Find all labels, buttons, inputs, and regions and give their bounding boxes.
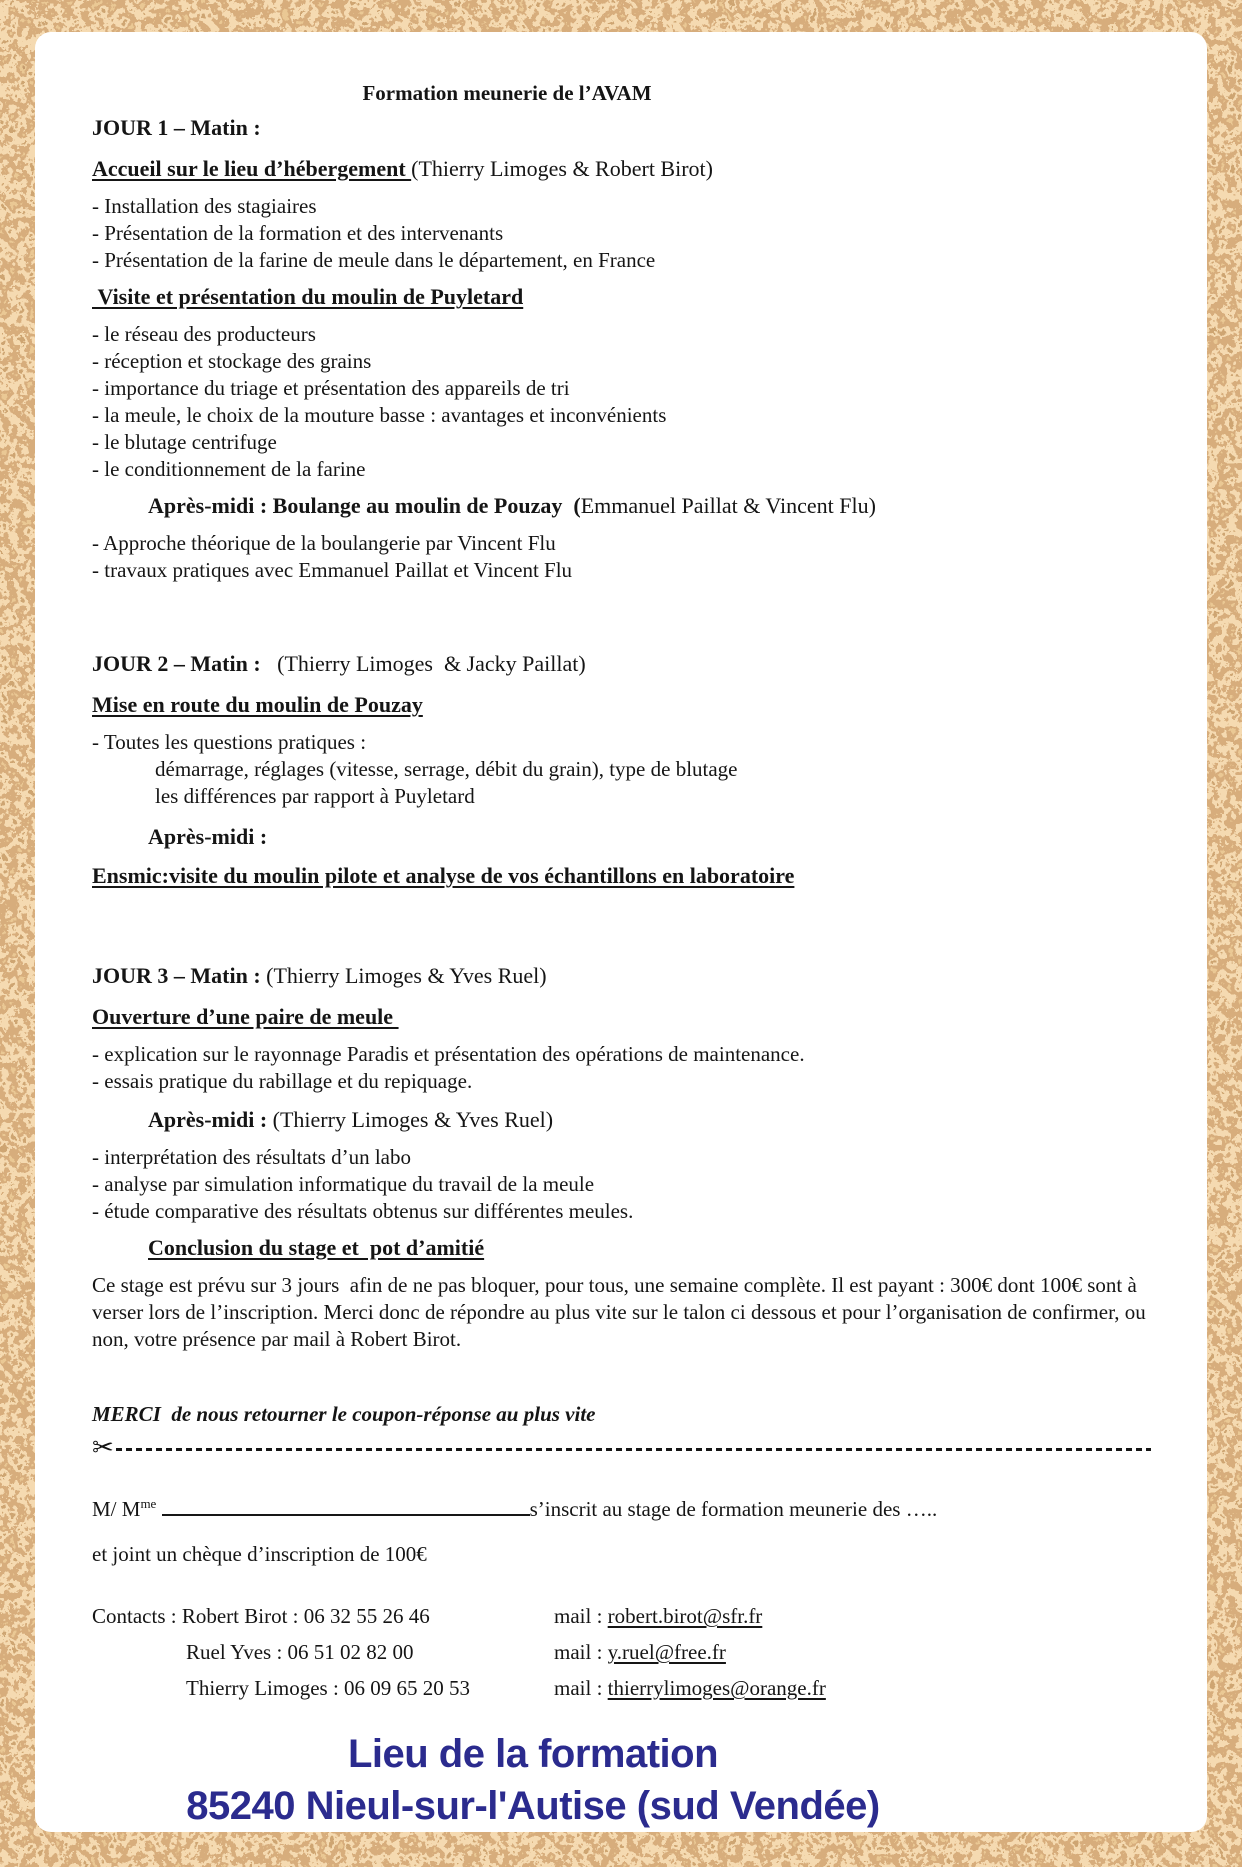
cheque-text: et joint un chèque d’inscription de 100€	[92, 1542, 427, 1566]
contact-email-link[interactable]: thierrylimoges@orange.fr	[607, 1676, 826, 1700]
name-field-label-sup: me	[140, 1496, 157, 1511]
jour1-afternoon-items	[92, 530, 1151, 584]
list-item: - essais pratique du rabillage et du repiquage.	[92, 1069, 473, 1093]
jour3-items	[92, 1041, 1151, 1095]
jour1-session2-heading	[92, 282, 1151, 311]
jour1-session2-items	[92, 321, 1151, 483]
jour1-session1-presenters: (Thierry Limoges & Robert Birot)	[411, 156, 713, 181]
jour1-heading	[92, 114, 1151, 142]
jour2-heading	[92, 650, 1151, 678]
jour1-afternoon-title: Après-midi : Boulange au moulin de Pouzay (	[148, 493, 581, 518]
jour3-afternoon-presenters: (Thierry Limoges & Yves Ruel)	[267, 1107, 554, 1132]
jour1-heading-label: JOUR 1 – Matin :	[92, 115, 261, 140]
mail-label: mail :	[554, 1640, 608, 1664]
contact-mail	[554, 1598, 762, 1634]
contact-email-link[interactable]: robert.birot@sfr.fr	[607, 1604, 763, 1628]
contact-row	[92, 1670, 1151, 1706]
jour1-afternoon-presenters: Emmanuel Paillat & Vincent Flu)	[580, 493, 876, 518]
session-title-ouverture: Ouverture d’une paire de meule	[92, 1004, 399, 1029]
list-item: - importance du triage et présentation des appareils de tri	[92, 376, 570, 400]
jour3-afternoon-label: Après-midi :	[148, 1107, 268, 1132]
scissors-icon: ✂	[92, 1433, 114, 1462]
list-item: - réception et stockage des grains	[92, 349, 372, 373]
section-gap	[92, 584, 1151, 642]
contact-row	[92, 1598, 1151, 1634]
contact-name: Contacts : Robert Birot : 06 32 55 26 46	[92, 1604, 430, 1628]
jour3-session-heading	[92, 1002, 1151, 1031]
contact-name: Ruel Yves : 06 51 02 82 00	[186, 1640, 414, 1664]
footer-location	[92, 1728, 974, 1832]
list-item: - Présentation de la farine de meule dans le département, en France	[92, 248, 656, 272]
conclusion-heading	[148, 1233, 1151, 1262]
list-item: - le conditionnement de la farine	[92, 457, 366, 481]
jour3-presenters: (Thierry Limoges & Yves Ruel)	[260, 963, 547, 988]
contact-mail	[554, 1634, 726, 1670]
name-field-label: M/ M	[92, 1497, 141, 1521]
jour1-session1-heading	[92, 154, 1151, 183]
list-item: - Toutes les questions pratiques :	[92, 730, 367, 754]
session-title-visite: Visite et présentation du moulin de Puyletard	[92, 284, 524, 309]
jour2-items	[92, 729, 1151, 810]
contact-mail	[554, 1670, 826, 1706]
footer-location-title: Lieu de la formation	[347, 1732, 719, 1776]
jour3-afternoon-items	[92, 1144, 1151, 1225]
contacts-block	[92, 1598, 1151, 1706]
jour3-afternoon-heading	[148, 1105, 1151, 1134]
document-title: Formation meunerie de l’AVAM	[362, 81, 652, 105]
session-title-mise-en-route: Mise en route du moulin de Pouzay	[92, 692, 423, 717]
list-item: - le réseau des producteurs	[92, 322, 316, 346]
conclusion-title: Conclusion du stage et pot d’amitié	[148, 1235, 485, 1260]
list-subitem: les différences par rapport à Puyletard	[155, 784, 475, 808]
list-item: - Approche théorique de la boulangerie par Vincent Flu	[92, 531, 556, 555]
jour2-heading-label: JOUR 2 – Matin :	[92, 651, 261, 676]
list-item: - travaux pratiques avec Emmanuel Paillat et Vincent Flu	[92, 558, 573, 582]
jour3-heading-label: JOUR 3 – Matin :	[92, 963, 261, 988]
jour1-afternoon-heading	[148, 491, 1151, 520]
jour2-afternoon-label: Après-midi :	[148, 824, 268, 849]
session-title-ensmic: Ensmic:visite du moulin pilote et analyse de vos échantillons en laboratoire	[92, 863, 795, 888]
jour3-heading	[92, 962, 1151, 990]
cut-line-row	[92, 1432, 1151, 1464]
dashed-cut-line	[116, 1448, 1151, 1451]
jour2-presenters: (Thierry Limoges & Jacky Paillat)	[260, 651, 586, 676]
name-entry-line	[92, 1488, 1151, 1525]
list-item: - le blutage centrifuge	[92, 430, 277, 454]
mail-label: mail :	[554, 1676, 608, 1700]
coupon-notice: MERCI de nous retourner le coupon-réponse au plus vite	[92, 1402, 596, 1426]
list-item: - analyse par simulation informatique du travail de la meule	[92, 1172, 595, 1196]
list-item: - Présentation de la formation et des intervenants	[92, 221, 504, 245]
jour2-session-heading	[92, 690, 1151, 719]
contact-name: Thierry Limoges : 06 09 65 20 53	[186, 1676, 471, 1700]
document-page	[35, 32, 1207, 1832]
list-item: - la meule, le choix de la mouture basse : avantages et inconvénients	[92, 403, 667, 427]
footer-location-address: 85240 Nieul-sur-l'Autise (sud Vendée)	[186, 1784, 880, 1828]
list-item: - étude comparative des résultats obtenus sur différentes meules.	[92, 1199, 634, 1223]
list-item: - interprétation des résultats d’un labo	[92, 1145, 411, 1169]
mail-label: mail :	[554, 1604, 608, 1628]
list-subitem: démarrage, réglages (vitesse, serrage, débit du grain), type de blutage	[155, 757, 738, 781]
jour2-afternoon-heading	[92, 861, 1151, 890]
contact-row	[92, 1634, 1151, 1670]
list-item: - explication sur le rayonnage Paradis et présentation des opérations de maintenance.	[92, 1042, 805, 1066]
list-item: - Installation des stagiaires	[92, 194, 317, 218]
closing-paragraph: Ce stage est prévu sur 3 jours afin de ne pas bloquer, pour tous, une semaine complète. Il est payant : 300€ dont 100€ sont à verser lors de l’inscription. Merci donc de répondre au plus vite sur le talon ci dessous et pour l’organisation de confirmer, ou non, votre présence par mail à Robert Birot.	[92, 1273, 1151, 1351]
inscription-text: s’inscrit au stage de formation meunerie des …..	[529, 1497, 938, 1521]
name-blank-line	[162, 1490, 530, 1516]
session-title-accueil: Accueil sur le lieu d’hébergement	[92, 156, 412, 181]
section-gap	[92, 900, 1151, 954]
contact-email-link[interactable]: y.ruel@free.fr	[607, 1640, 726, 1664]
jour1-session1-items	[92, 193, 1151, 274]
section-gap	[92, 1353, 1151, 1401]
